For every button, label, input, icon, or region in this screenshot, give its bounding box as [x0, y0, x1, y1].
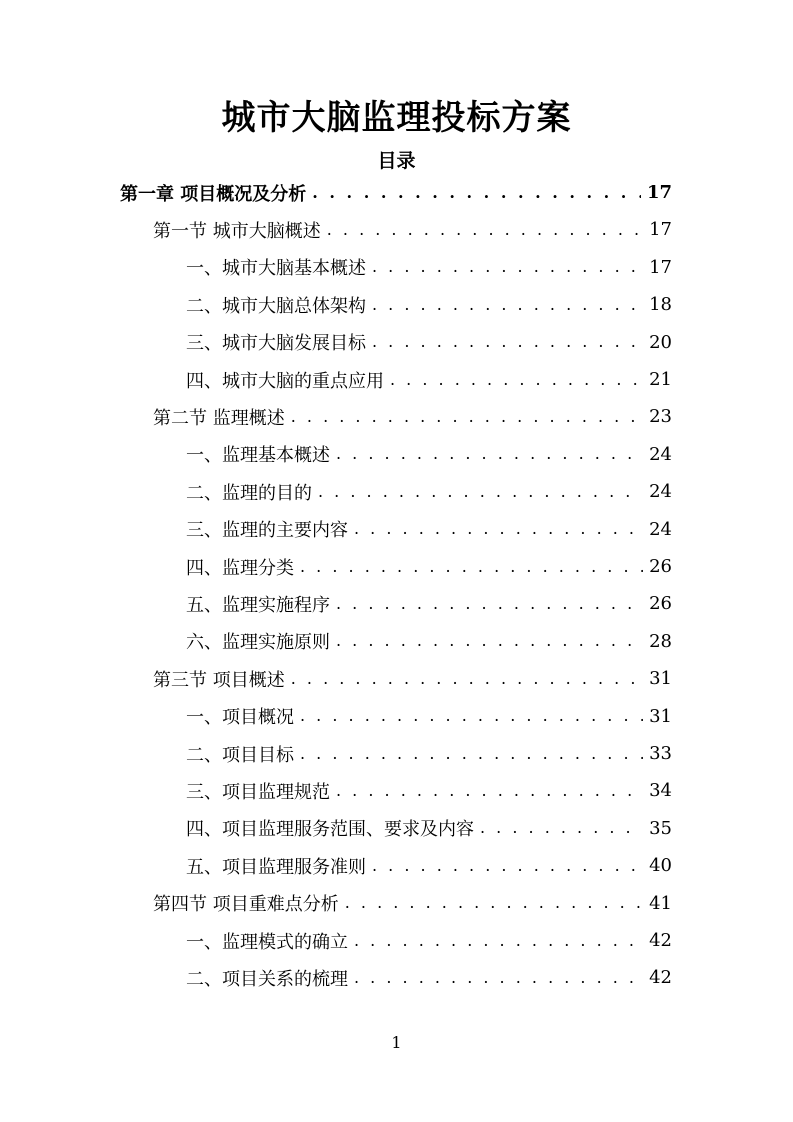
- toc-entry-label: 一、城市大脑基本概述: [186, 258, 366, 280]
- toc-entry-label: 第一章 项目概况及分析: [120, 183, 307, 205]
- toc-entry-page: 21: [649, 369, 672, 390]
- document-title: 城市大脑监理投标方案: [221, 98, 572, 138]
- toc-entry-page: 24: [649, 518, 672, 540]
- toc-entry-label: 五、监理实施程序: [186, 594, 330, 616]
- toc-entry[interactable]: [186, 511, 672, 548]
- toc-entry-page: 31: [649, 668, 672, 690]
- toc-leader-dots: [345, 895, 643, 911]
- toc-leader-dots: [372, 858, 643, 874]
- toc-entry-page: 41: [649, 892, 672, 914]
- toc-entry[interactable]: [186, 810, 672, 847]
- toc-entry[interactable]: [120, 174, 672, 211]
- toc-entry-label: 三、城市大脑发展目标: [186, 333, 366, 355]
- toc-entry-page: 34: [649, 780, 672, 802]
- toc-entry-page: 17: [649, 219, 672, 241]
- toc-entry-page: 17: [646, 182, 672, 203]
- toc-entry-label: 一、监理模式的确立: [186, 931, 348, 953]
- toc-entry[interactable]: [186, 361, 672, 398]
- toc-entry-label: 二、项目关系的梳理: [186, 968, 348, 990]
- toc-entry-label: 四、城市大脑的重点应用: [186, 370, 384, 392]
- toc-leader-dots: [390, 372, 643, 388]
- toc-entry-label: 第三节 项目概述: [153, 669, 285, 691]
- page-number: 1: [391, 1033, 402, 1052]
- toc-entry-page: 18: [649, 294, 672, 316]
- toc-leader-dots: [291, 671, 643, 687]
- toc-entry-label: 三、监理的主要内容: [186, 520, 348, 542]
- toc-entry-label: 二、城市大脑总体架构: [186, 295, 366, 317]
- toc-leader-dots: [336, 633, 643, 649]
- toc-leader-dots: [336, 783, 643, 799]
- toc-leader-dots: [312, 185, 641, 201]
- toc-entry-page: 24: [649, 481, 672, 503]
- toc-leader-dots: [336, 596, 643, 612]
- toc-entry[interactable]: [186, 324, 672, 361]
- toc-entry-page: 24: [649, 443, 672, 465]
- toc-entry-page: 42: [649, 930, 672, 951]
- toc-entry-page: 17: [649, 256, 672, 278]
- toc-entry[interactable]: [186, 286, 672, 323]
- toc-entry[interactable]: [186, 585, 672, 622]
- toc-entry-page: 42: [649, 967, 672, 989]
- toc-entry[interactable]: [186, 772, 672, 809]
- toc-entry[interactable]: [186, 548, 672, 585]
- toc-leader-dots: [480, 820, 643, 836]
- toc-entry-label: 一、监理基本概述: [186, 445, 330, 467]
- toc-entry[interactable]: [153, 398, 672, 435]
- toc-entry[interactable]: [186, 959, 672, 996]
- toc-leader-dots: [354, 970, 643, 986]
- toc-entry[interactable]: [153, 660, 672, 697]
- toc-leader-dots: [372, 259, 643, 275]
- toc-entry-label: 一、项目概况: [186, 707, 294, 729]
- toc-entry-page: 28: [649, 630, 672, 652]
- toc-entry-label: 四、项目监理服务范围、要求及内容: [186, 819, 474, 841]
- toc-entry-page: 35: [649, 817, 672, 839]
- toc-entry[interactable]: [186, 735, 672, 772]
- toc-entry-page: 23: [649, 406, 672, 428]
- toc-entry-label: 六、监理实施原则: [186, 632, 330, 654]
- toc-entry[interactable]: [186, 623, 672, 660]
- toc-entry[interactable]: [186, 698, 672, 735]
- toc-entry[interactable]: [186, 847, 672, 884]
- toc-entry-label: 第一节 城市大脑概述: [153, 220, 321, 242]
- toc-entry-page: 31: [649, 705, 672, 727]
- toc-leader-dots: [372, 297, 643, 313]
- toc-heading: 目录: [377, 150, 416, 172]
- toc-entry-page: 26: [649, 556, 672, 577]
- toc-entry-page: 26: [649, 593, 672, 615]
- toc-leader-dots: [318, 484, 643, 500]
- toc-leader-dots: [372, 334, 643, 350]
- toc-leader-dots: [300, 746, 643, 762]
- toc-entry[interactable]: [186, 922, 672, 959]
- toc-entry-label: 三、项目监理规范: [186, 781, 330, 803]
- toc-entry-label: 四、监理分类: [186, 557, 294, 579]
- toc-entry-page: 20: [649, 331, 672, 353]
- toc-leader-dots: [291, 409, 643, 425]
- toc-leader-dots: [336, 446, 643, 462]
- toc-entry-label: 二、项目目标: [186, 744, 294, 766]
- toc-entry-label: 二、监理的目的: [186, 482, 312, 504]
- toc-entry-page: 33: [649, 743, 672, 764]
- toc-leader-dots: [300, 708, 643, 724]
- toc-entry-page: 40: [649, 855, 672, 877]
- toc-leader-dots: [300, 559, 643, 575]
- toc-leader-dots: [354, 933, 643, 949]
- toc-entry[interactable]: [153, 885, 672, 922]
- toc-entry[interactable]: [186, 249, 672, 286]
- toc-entry-label: 第二节 监理概述: [153, 407, 285, 429]
- toc-entry[interactable]: [186, 473, 672, 510]
- toc-entry[interactable]: [186, 436, 672, 473]
- toc-entry-label: 五、项目监理服务准则: [186, 856, 366, 878]
- toc-leader-dots: [354, 521, 643, 537]
- toc-leader-dots: [327, 222, 643, 238]
- toc-entry[interactable]: [153, 211, 672, 248]
- toc-entry-label: 第四节 项目重难点分析: [153, 894, 339, 916]
